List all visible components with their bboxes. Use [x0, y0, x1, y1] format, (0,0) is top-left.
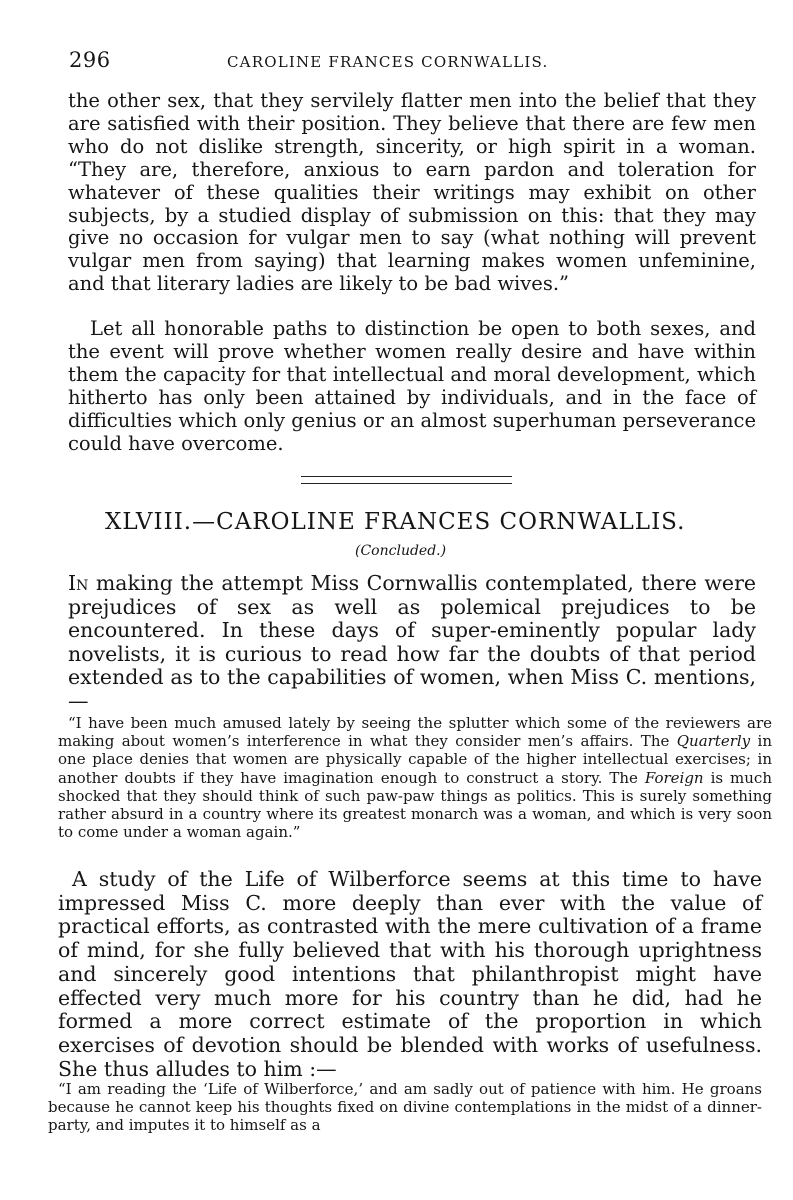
running-head: CAROLINE FRANCES CORNWALLIS. — [227, 53, 549, 71]
page-number: 296 — [69, 48, 111, 72]
section-rule-bottom — [301, 483, 512, 484]
chapter-subtitle: (Concluded.) — [355, 543, 447, 559]
paragraph-wilberforce: A study of the Life of Wilberforce seems at this time to have impressed Miss C. more deeply than ever with the value of practical efforts, as contrasted with the mere cultivation of a frame of mind, for she fully believed that with his thorough uprightness and sincerely good intentions that philanthropist might have effected very much more for his country than he did, had he formed a more correct estimate of the proportion in which exercises of devotion should be blended with works of usefulness. She thus alludes to him :— — [58, 867, 762, 1081]
page-header — [69, 48, 749, 76]
paragraph-honorable-paths: Let all honorable paths to distinction be open to both sexes, and the event will prove whether women really desire and have within them the capacity for that intellectual and moral development, which hitherto has only been attained by individuals, and in the face of difficulties which only genius or an almost superhuman perseverance could have overcome. — [68, 317, 756, 455]
quote-text-part-c: is much shocked that they should think of such paw-paw things as politics. This is surely something rather absurd in a country where its greatest monarch was a woman, and which is very soon to come under a woman again.” — [58, 768, 772, 842]
paragraph-continued: the other sex, that they servilely flatter men into the belief that they are satisfied with their position. They believe that there are few men who do not dislike strength, sincerity, or high spirit in a woman. “They are, therefore, anxious to earn pardon and toleration for whatever of these qualities their writings may exhibit on other subjects, by a studied display of submission on this: that they may give no occasion for vulgar men to say (what nothing will prevent vulgar men from saying) that learning makes women unfeminine, and that literary ladies are likely to be bad wives.” — [68, 89, 756, 296]
quote-italic-quarterly: Quarterly — [676, 732, 751, 751]
block-quote-wilberforce: “I am reading the ‘Life of Wilberforce,’ and am sadly out of patience with him. He groans because he cannot keep his thoughts fixed on divine contemplations in the midst of a dinner-party, and imputes it to himself as a — [48, 1080, 762, 1135]
quote-text-part-b: in one place denies that women are physically capable of the higher intellectual exercises; in another doubts if they have imagination enough to construct a story. The — [58, 732, 772, 787]
block-quote-reviewers — [58, 714, 772, 841]
opening-word: In — [68, 571, 89, 595]
chapter-title: XLVIII.—CAROLINE FRANCES CORNWALLIS. — [105, 509, 686, 535]
quote-italic-foreign: Foreign — [644, 768, 704, 787]
paragraph-prejudices — [68, 572, 756, 713]
section-rule-top — [301, 476, 512, 477]
paragraph-prejudices-text: making the attempt Miss Cornwallis contemplated, there were prejudices of sex as well as polemical prejudices to be encountered. In these days of super-eminently popular lady novelists, it is curious to read how far the doubts of that period extended as to the capabilities of women, when Miss C. mentions,— — [68, 571, 756, 713]
quote-text-part-a: “I have been much amused lately by seeing the splutter which some of the reviewers are making about women’s interference in what they consider men’s affairs. The — [58, 714, 772, 751]
